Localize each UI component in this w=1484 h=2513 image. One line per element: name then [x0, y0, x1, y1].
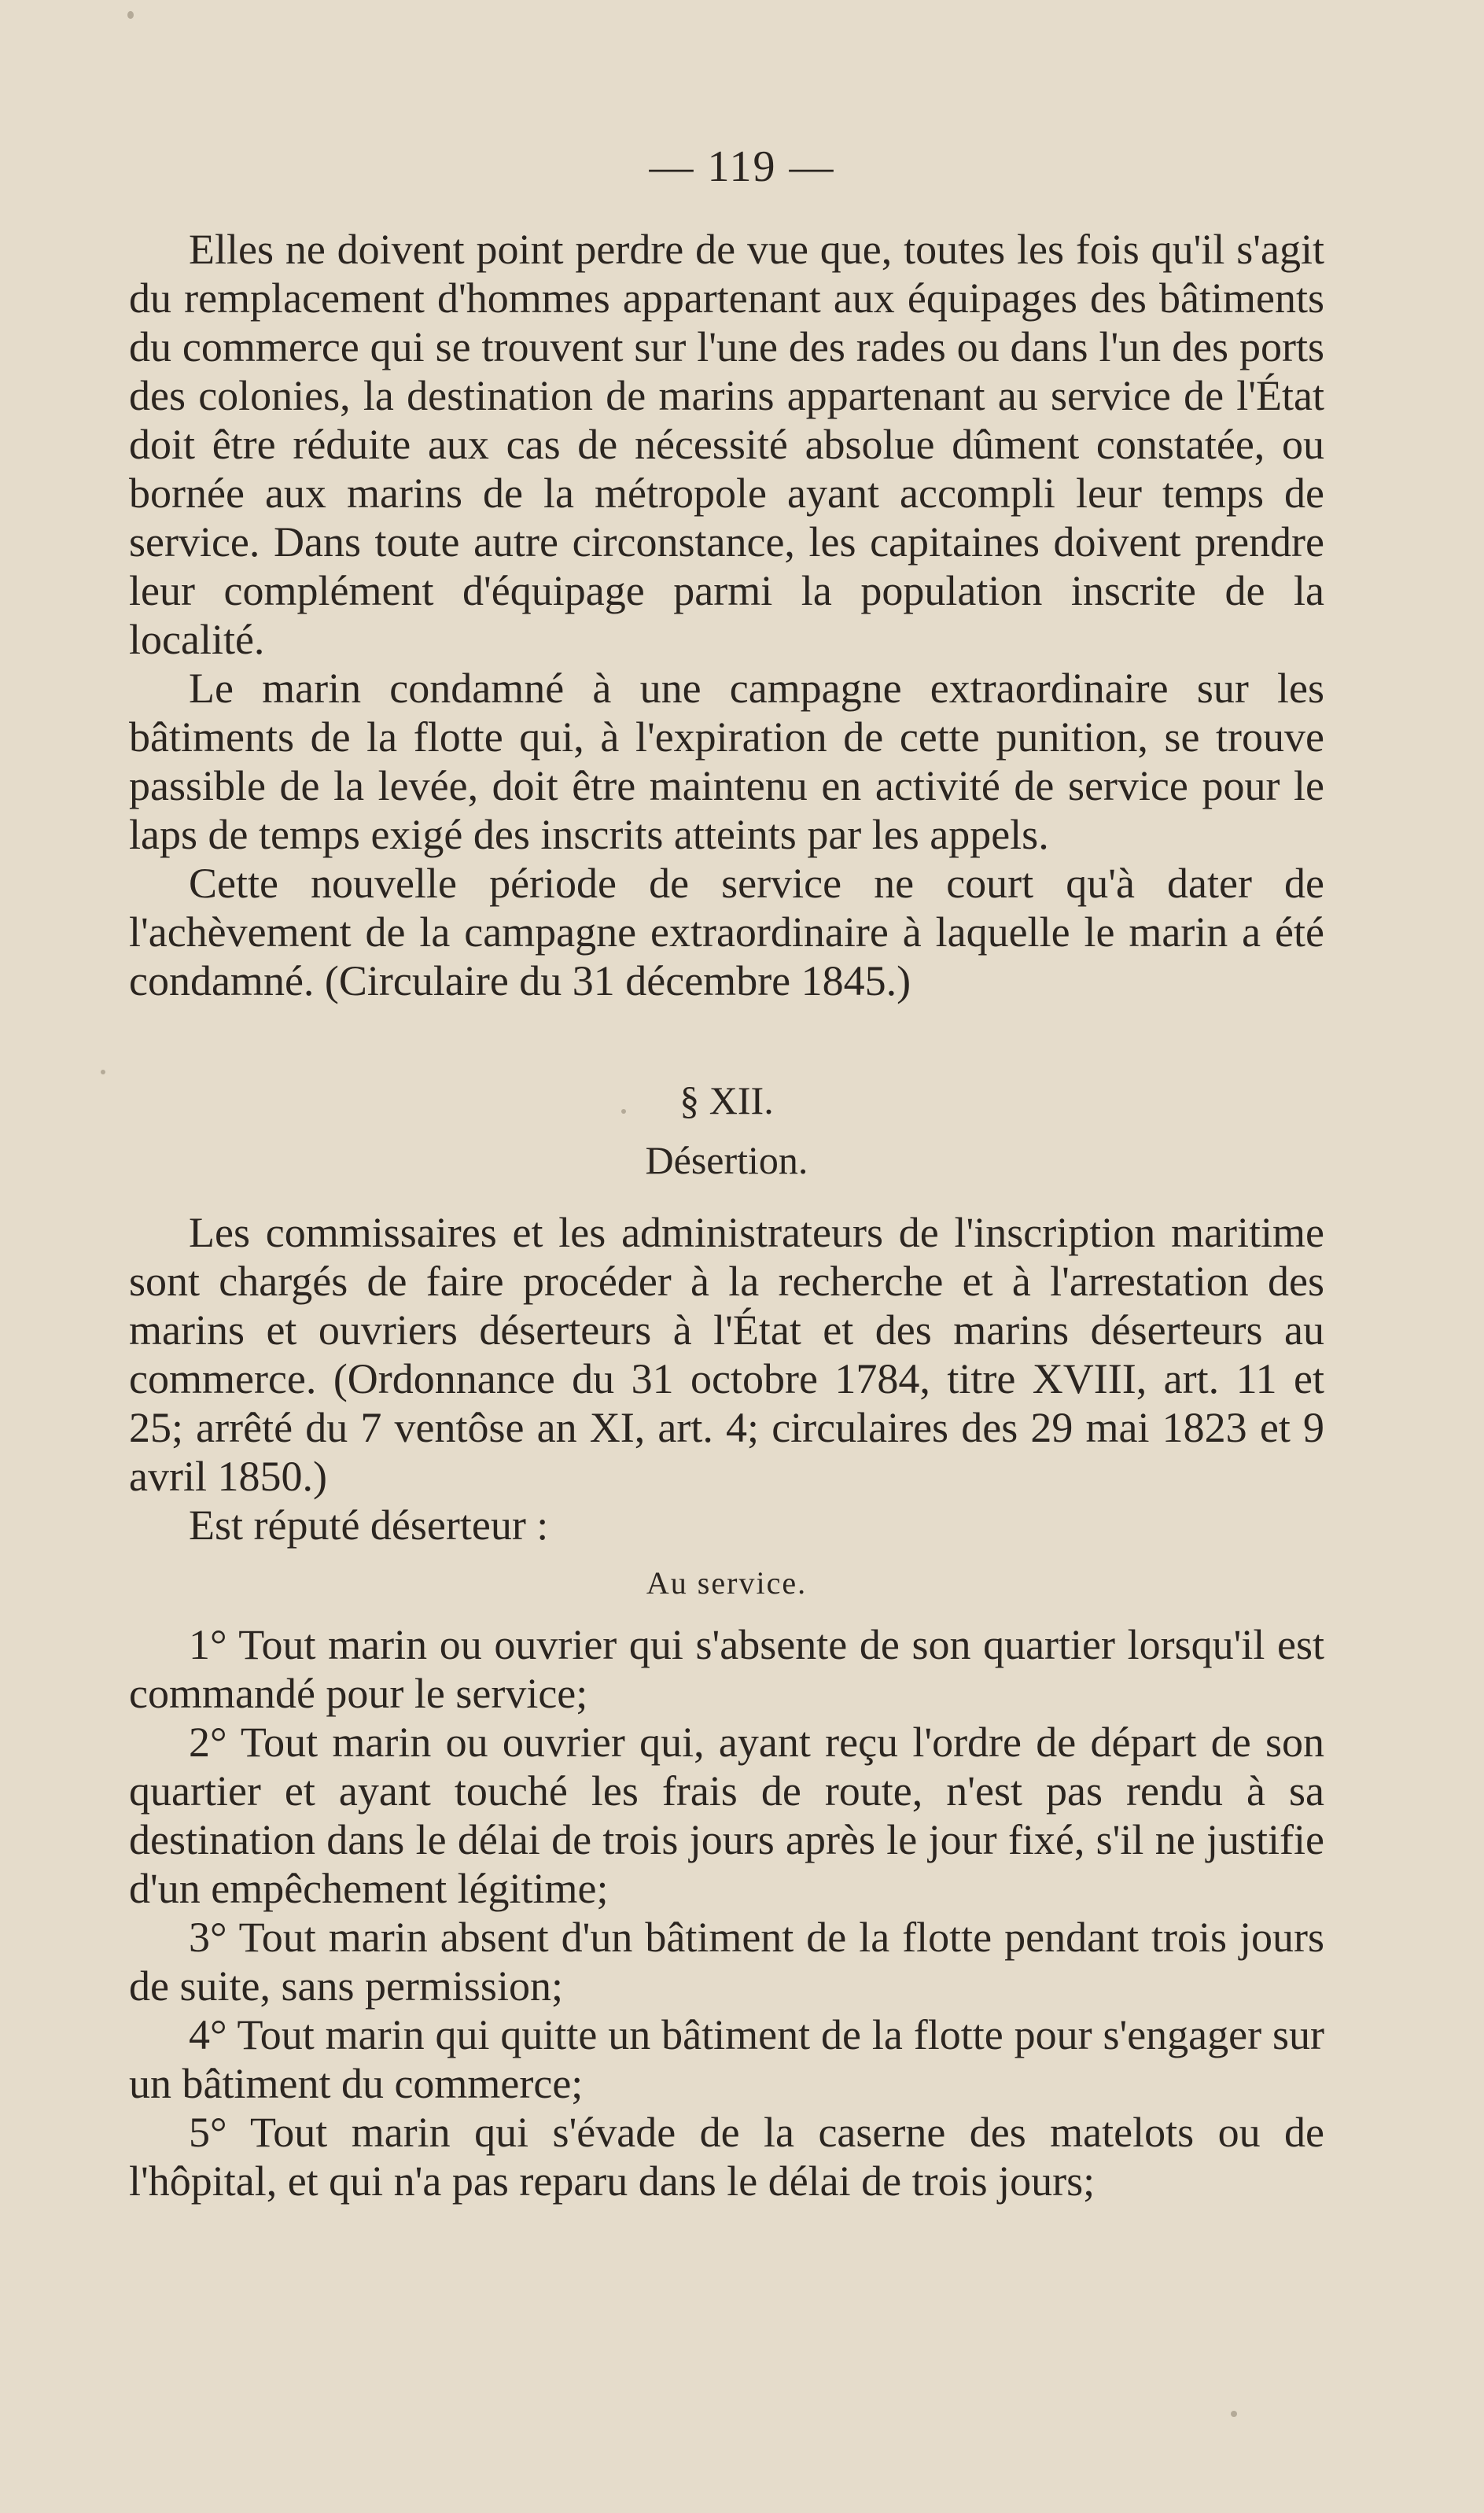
paper-speck: [101, 1070, 105, 1074]
list-item: 4° Tout marin qui quitte un bâtiment de la flotte pour s'engager sur un bâtiment du commerce;: [129, 2011, 1324, 2107]
list-item: 5° Tout marin qui s'évade de la caserne des matelots ou de l'hôpital, et qui n'a pas reparu dans le délai de trois jours;: [129, 2109, 1324, 2205]
body-text: [129, 225, 1324, 2205]
list-item: 3° Tout marin absent d'un bâtiment de la flotte pendant trois jours de suite, sans permission;: [129, 1914, 1324, 2010]
paragraph: Elles ne doivent point perdre de vue que, toutes les fois qu'il s'agit du remplacement d'hommes appartenant aux équipages des bâtiments du commerce qui se trouvent sur l'une des rades ou dans l'un des ports des colonies, la destination de marins appartenant au service de l'État doit être réduite aux cas de nécessité absolue dûment constatée, ou bornée aux marins de la métropole ayant accompli leur temps de service. Dans toute autre circonstance, les capitaines doivent prendre leur complément d'équipage parmi la population inscrite de la localité.: [129, 226, 1324, 663]
page-number: — 119 —: [649, 142, 835, 191]
paragraph: Le marin condamné à une campagne extraordinaire sur les bâtiments de la flotte qui, à l'expiration de cette punition, se trouve passible de la levée, doit être maintenu en activité de service pour le laps de temps exigé des inscrits atteints par les appels.: [129, 665, 1324, 858]
section-number: § XII.: [679, 1078, 774, 1122]
list-item: 2° Tout marin ou ouvrier qui, ayant reçu l'ordre de départ de son quartier et ayant touché les frais de route, n'est pas rendu à sa destination dans le délai de trois jours après le jour fixé, s'il ne justifie d'un empêchement légitime;: [129, 1719, 1324, 1912]
section-title: Désertion.: [645, 1138, 808, 1182]
subheading: Au service.: [646, 1565, 808, 1601]
paragraph: Est réputé déserteur :: [189, 1502, 549, 1549]
paragraph: Cette nouvelle période de service ne court qu'à dater de l'achèvement de la campagne extraordinaire à laquelle le marin a été condamné. (Circulaire du 31 décembre 1845.): [129, 860, 1324, 1004]
list-item: 1° Tout marin ou ouvrier qui s'absente de son quartier lorsqu'il est commandé pour le service;: [129, 1621, 1324, 1717]
paragraph: Les commissaires et les administrateurs de l'inscription maritime sont chargés de faire procéder à la recherche et à l'arrestation des marins et ouvriers déserteurs à l'État et des marins déserteurs au commerce. (Ordonnance du 31 octobre 1784, titre XVIII, art. 11 et 25; arrêté du 7 ventôse an XI, art. 4; circulaires des 29 mai 1823 et 9 avril 1850.): [129, 1209, 1324, 1500]
paper-speck: [1231, 2411, 1237, 2417]
paper-speck: [127, 11, 134, 19]
